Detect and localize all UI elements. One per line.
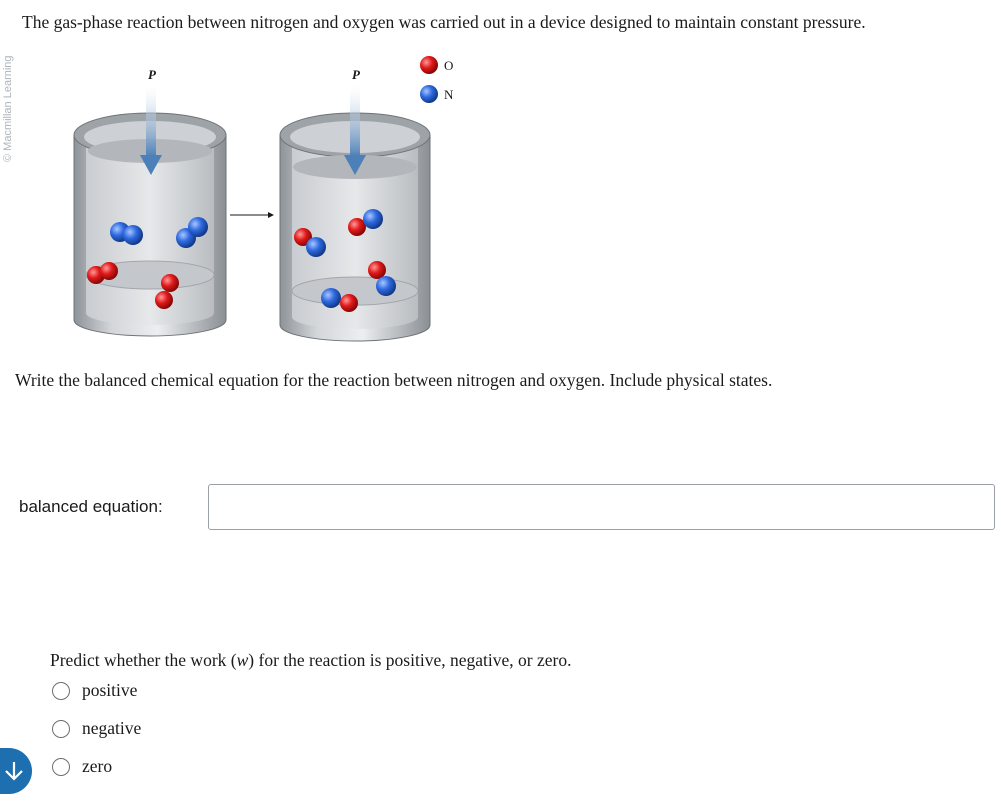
work-variable: w [236,650,249,670]
equation-input[interactable] [208,484,995,530]
option-label-zero: zero [82,756,113,776]
nitrogen-atom-icon [420,85,438,103]
copyright-credit: © Macmillan Learning [2,55,14,162]
equation-question: Write the balanced chemical equation for the reaction between nitrogen and oxygen. Include physical states. [15,370,773,390]
problem-intro: The gas-phase reaction between nitrogen and oxygen was carried out in a device designed to maintain constant pressure. [22,12,866,32]
option-label-positive: positive [82,680,138,700]
work-question-start: Predict whether the work ( [50,650,237,670]
legend-oxygen-label: O [444,58,454,73]
radio-zero[interactable] [52,758,70,776]
option-negative[interactable] [52,718,141,739]
option-zero[interactable] [52,756,112,777]
arrow-down-icon [3,759,25,783]
option-positive[interactable] [52,680,137,701]
scroll-down-button[interactable] [0,748,32,794]
legend-nitrogen-label: N [444,87,454,102]
oxygen-atom-icon [420,56,438,74]
radio-negative[interactable] [52,720,70,738]
reaction-figure [60,55,480,355]
option-label-negative: negative [82,718,142,738]
atom-legend [420,56,454,103]
pressure-label-left: P [148,67,156,82]
pressure-label-right: P [352,67,360,82]
work-question-end: ) for the reaction is positive, negative, or zero. [248,650,572,670]
work-question [50,650,571,671]
equation-label: balanced equation: [19,497,163,516]
reaction-arrow-icon [230,212,274,218]
radio-positive[interactable] [52,682,70,700]
